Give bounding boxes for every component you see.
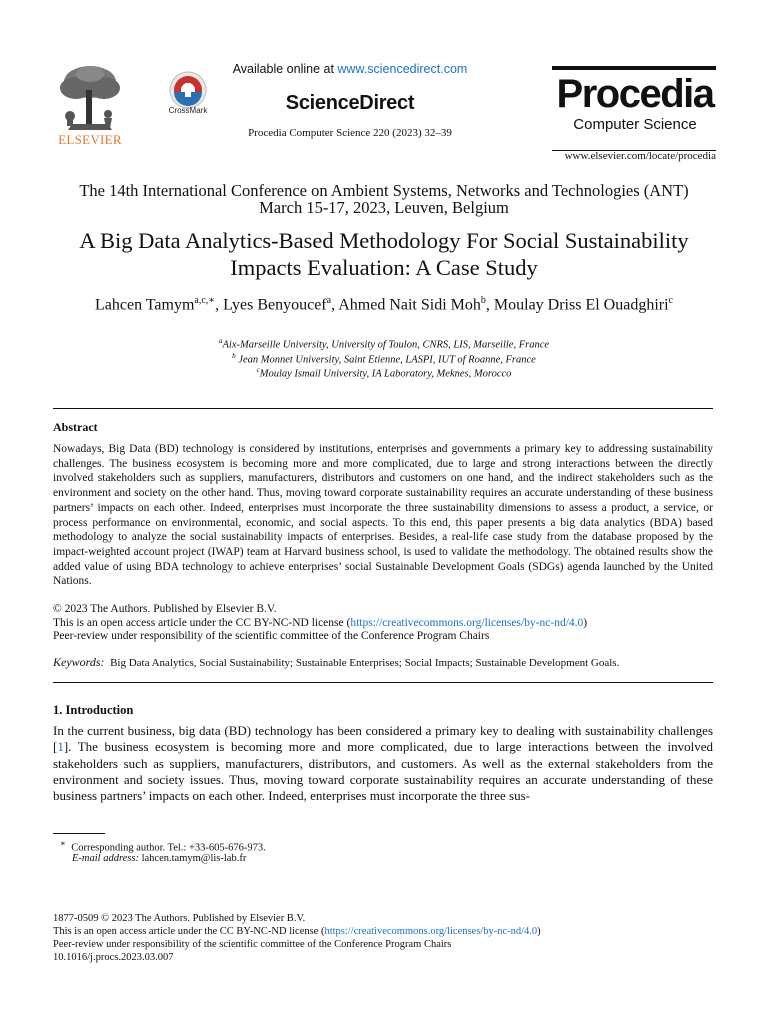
affiliation: $^a$Aix-Marseille University, University of Toulon, CNRS, LIS, Marseille, France — [218, 337, 550, 351]
abstract-heading: Abstract — [53, 420, 98, 434]
author-affiliation-mark: b — [480, 295, 486, 306]
license-link[interactable]: https://creativecommons.org/licenses/by-nc-nd/4.0 — [324, 926, 538, 937]
paper-title-line-1: A Big Data Analytics-Based Methodology For Social Sustainability — [79, 228, 689, 253]
procedia-logo-subtitle: Computer Science — [573, 116, 697, 133]
author: Lyes Benyoucef — [223, 296, 327, 314]
sciencedirect-title: ScienceDirect — [285, 92, 415, 114]
available-online — [220, 62, 480, 76]
keywords — [53, 655, 713, 670]
divider — [53, 408, 713, 409]
footnote-rule — [53, 833, 105, 834]
bottom-info — [53, 912, 713, 964]
author-affiliation-mark: c — [668, 295, 673, 306]
introduction-text: In the current business, big data (BD) technology has been considered a primary key to dealing with sustainability challenges [1]. The business ecosystem is becoming more and more complicated, due to large interactions between the involved stakeholders such as suppliers, manufacturers, distributors, and customers. As well as the external stakeholders from the environment and society issues. Thus, moving toward corporate sustainability requires an accurate understanding of these business partners’ impacts on each other. Indeed, enterprises must incorporate the three sus- — [53, 723, 713, 804]
divider — [53, 682, 713, 683]
author: Ahmed Nait Sidi Moh — [338, 296, 481, 314]
peer-review-line: Peer-review under responsibility of the scientific committee of the Conference Program Chairs — [53, 939, 452, 950]
conference-date-place: March 15-17, 2023, Leuven, Belgium — [259, 198, 509, 217]
abstract-text: Nowadays, Big Data (BD) technology is considered by institutions, enterprises and governments a primary key to addressing sustainability challenges. The business ecosystem is becoming more and more complicated, due to large and strong interactions between the directly involved stakeholders such as suppliers, manufacturers, distributors and customers on one hand, and the indirect stakeholders such as the environment and society on the other hand. Thus, moving toward corporate sustainability requires an accurate understanding of these business partners’ impacts on each other. Indeed, enterprises must incorporate the three sustainability dimensions to assess a product, a service, or process performance on environmental, economic, and social aspects. To this end, this paper presents a big data analytics (BDA) based methodology to analyze the social sustainability impacts of enterprises. Besides, a real-life case study from the database proposed by the impact-weighted account project (IWAP) team at Harvard business school, is used to validate the methodology. The obtained results show the added value of using BDA technology to achieve enterprises’ social Sustainable Development Goals (SDGs) agenda launched by the United Nations. — [53, 443, 713, 588]
author: Moulay Driss El Ouadghiri — [493, 296, 669, 314]
procedia-logo-title: Procedia — [556, 72, 714, 116]
conference-name: The 14th International Conference on Ambient Systems, Networks and Technologies (ANT) — [79, 181, 689, 200]
issn-line: 1877-0509 © 2023 The Authors. Published by Elsevier B.V. — [53, 913, 306, 924]
elsevier-wordmark: ELSEVIER — [58, 132, 122, 147]
license-link[interactable]: https://creativecommons.org/licenses/by-nc-nd/4.0 — [350, 616, 584, 629]
author-affiliation-mark: a,c,∗ — [194, 295, 216, 306]
paper-title-line-2: Impacts Evaluation: A Case Study — [230, 255, 538, 280]
footnote-corresponding: ∗ Corresponding author. Tel.: +33-605-676-973. — [60, 838, 266, 854]
crossmark-label: CrossMark — [168, 106, 208, 115]
affiliation: $^b$ Jean Monnet University, Saint Etienne, LASPI, IUT of Roanne, France — [232, 352, 536, 366]
author-affiliation-mark: a — [326, 295, 332, 306]
license-line: This is an open access article under the CC BY-NC-ND license (https://creativecommons.org/licenses/by-nc-nd/4.0) — [53, 926, 541, 937]
section-heading-introduction: 1. Introduction — [53, 703, 134, 717]
peer-review-line: Peer-review under responsibility of the scientific committee of the Conference Program Chairs — [53, 630, 490, 642]
journal-homepage-url[interactable]: www.elsevier.com/locate/procedia — [564, 150, 716, 162]
keywords-text: Big Data Analytics, Social Sustainability; Sustainable Enterprises; Social Impacts; Sustainable Development Goals. — [110, 657, 620, 669]
footnote-email: E-mail address: lahcen.tamym@lis-lab.fr — [72, 853, 247, 864]
license-line: This is an open access article under the CC BY-NC-ND license (https://creativecommons.org/licenses/by-nc-nd/4.0) — [53, 616, 588, 629]
email-address[interactable]: lahcen.tamym@lis-lab.fr — [141, 853, 247, 864]
sciencedirect-link[interactable]: www.sciencedirect.com — [337, 62, 468, 76]
available-prefix: Available online at — [232, 62, 338, 76]
affiliation: $^c$Moulay Ismail University, IA Laboratory, Meknes, Morocco — [256, 366, 512, 380]
journal-citation: Procedia Computer Science 220 (2023) 32–39 — [248, 127, 452, 139]
reference-link[interactable]: 1 — [57, 739, 64, 755]
copyright-line: © 2023 The Authors. Published by Elsevier B.V. — [53, 603, 277, 615]
doi-line[interactable]: 10.1016/j.procs.2023.03.007 — [53, 952, 174, 963]
keywords-label: Keywords: — [53, 655, 105, 669]
copyright-block — [53, 603, 713, 644]
author-list: Lahcen Tamym$^{a,c,∗}$, Lyes Benyoucef$^a$, Ahmed Nait Sidi Moh$^b$, Moulay Driss El Ouadghiri$^c$ — [94, 295, 673, 314]
author: Lahcen Tamym — [94, 296, 195, 314]
